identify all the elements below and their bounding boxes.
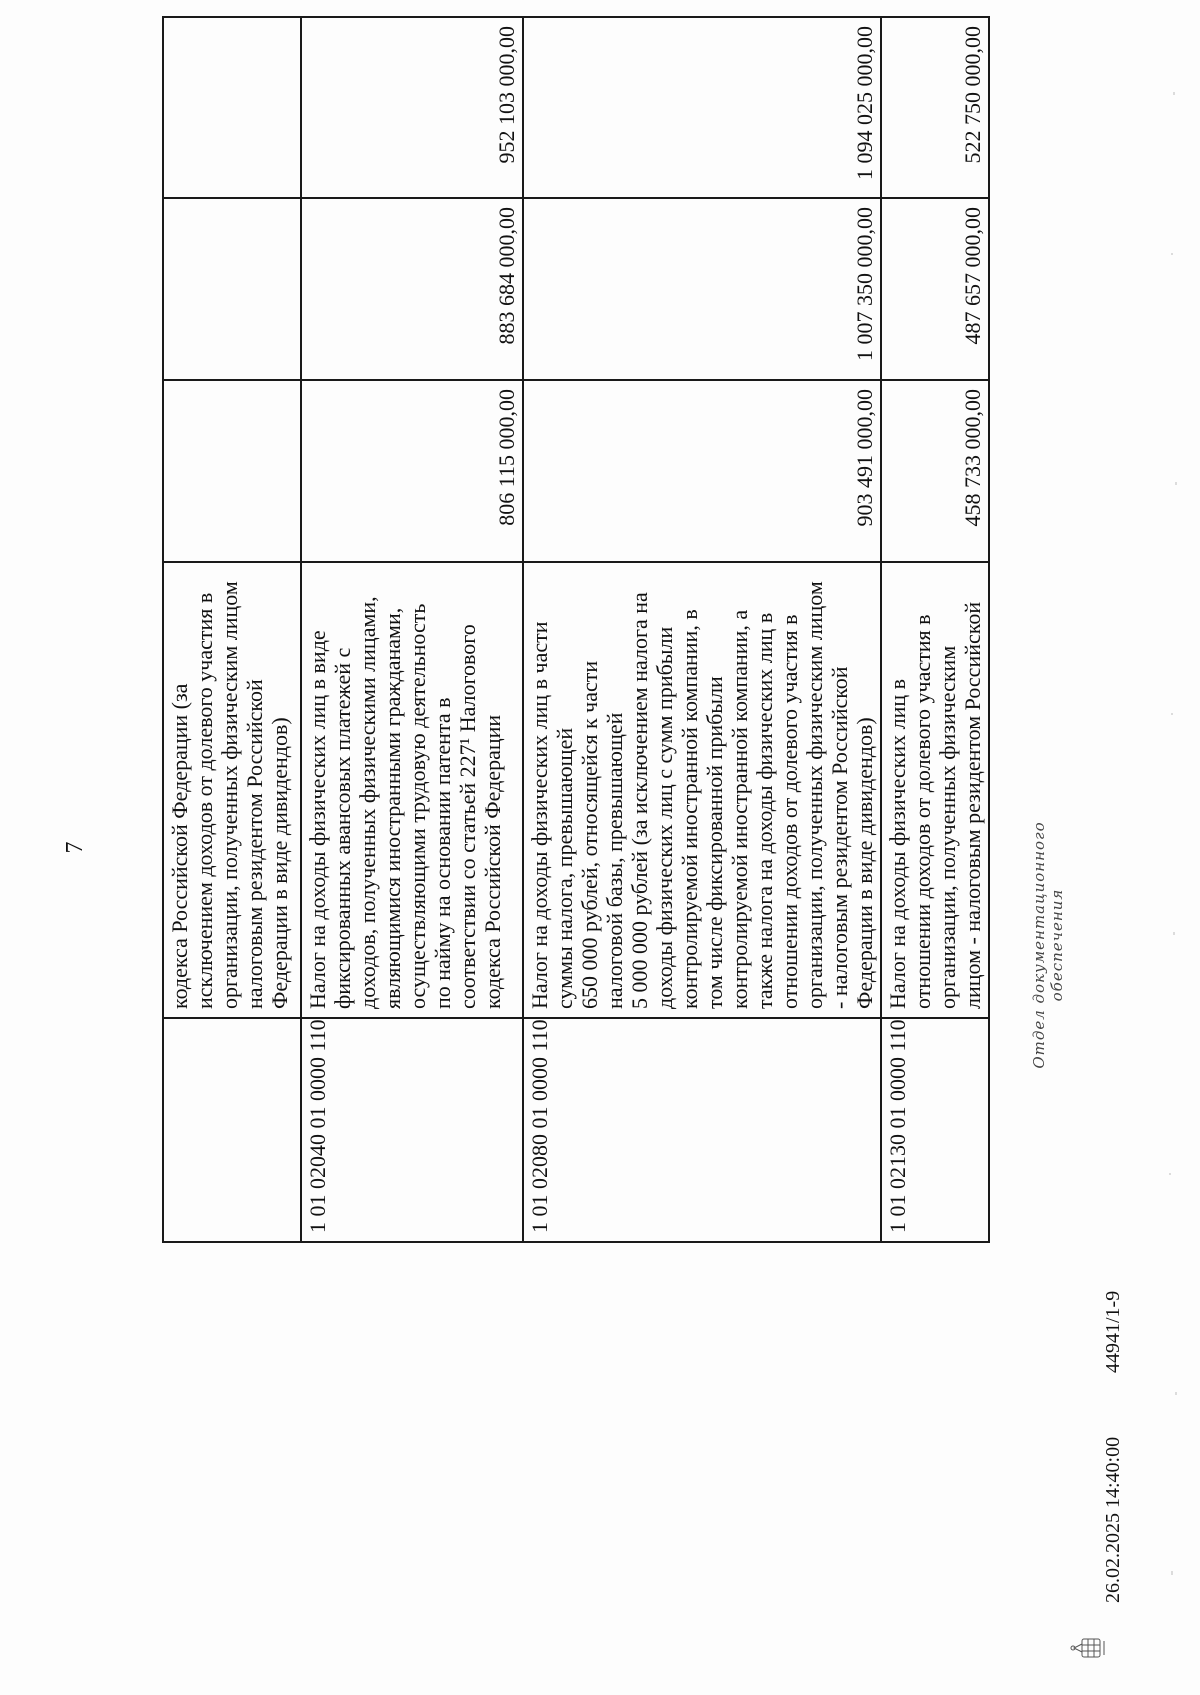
- revenue-name-cell: [881, 562, 989, 1018]
- amount-year1-cell: 903 491 000,00: [523, 380, 881, 562]
- amount-year3-cell: 952 103 000,00: [301, 17, 523, 198]
- coat-of-arms-icon: [1068, 1635, 1108, 1661]
- revenue-table: [162, 16, 990, 1243]
- scan-noise-marks: [1160, 0, 1190, 1695]
- budget-code-cell: 1 01 02040 01 0000 110: [301, 1018, 523, 1242]
- stamp-line-2: обеспечения: [1048, 888, 1066, 1002]
- revenue-name-cell: [163, 562, 301, 1018]
- page-number: 7: [62, 841, 88, 854]
- department-stamp: [1030, 815, 1066, 1075]
- footer-timestamp: 26.02.2025 14:40:00: [1102, 1436, 1124, 1603]
- revenue-name-text: Налог на доходы физических лиц в виде фиксированных авансовых платежей с доходов, полученных физическими лицами, являющимися иностранными гражданами, осуществляющими трудовую деятельность по найму на основании патента в соответствии со статьей 227¹ Налогового кодекса Российской Федерации: [305, 596, 505, 1009]
- amount-year1-cell: 458 733 000,00: [881, 380, 989, 562]
- revenue-name-text: Налог на доходы физических лиц в отношении доходов от долевого участия в организации, полученных физическим лицом - налоговым резидентом Российской: [885, 601, 985, 1009]
- revenue-name-cell: [523, 562, 881, 1018]
- stamp-line-1: Отдел документационного: [1030, 821, 1048, 1069]
- amount-year1-cell: [163, 380, 301, 562]
- amount-year2-cell: 1 007 350 000,00: [523, 198, 881, 380]
- amount-year3-cell: 1 094 025 000,00: [523, 17, 881, 198]
- budget-code-cell: 1 01 02080 01 0000 110: [523, 1018, 881, 1242]
- amount-year2-cell: 487 657 000,00: [881, 198, 989, 380]
- revenue-name-cell: [301, 562, 523, 1018]
- footer-document-number: 44941/1-9: [1102, 1290, 1124, 1373]
- table-row: [881, 17, 989, 1242]
- revenue-name-text: кодекса Российской Федерации (за исключением доходов от долевого участия в организации, полученных физическим лицом налоговым резидентом Российской Федерации в виде дивидендов): [167, 581, 292, 1009]
- table-row: [523, 17, 881, 1242]
- amount-year3-cell: 522 750 000,00: [881, 17, 989, 198]
- revenue-name-text: Налог на доходы физических лиц в части суммы налога, превышающей 650 000 рублей, относящейся к части налоговой базы, превышающей 5 000 000 рублей (за исключением налога на доходы физических лиц с сумм прибыли контролируемой иностранной компании, в том числе фиксированной прибыли контролируемой иностранной компании, а также налога на доходы физических лиц в отношении доходов от долевого участия в организации, полученных физическим лицом - налоговым резидентом Российской Федерации в виде дивидендов): [527, 581, 877, 1009]
- amount-year2-cell: [163, 198, 301, 380]
- table-row: [163, 17, 301, 1242]
- table-row: [301, 17, 523, 1242]
- amount-year1-cell: 806 115 000,00: [301, 380, 523, 562]
- budget-code-cell: 1 01 02130 01 0000 110: [881, 1018, 989, 1242]
- budget-code-cell: [163, 1018, 301, 1242]
- amount-year3-cell: [163, 17, 301, 198]
- amount-year2-cell: 883 684 000,00: [301, 198, 523, 380]
